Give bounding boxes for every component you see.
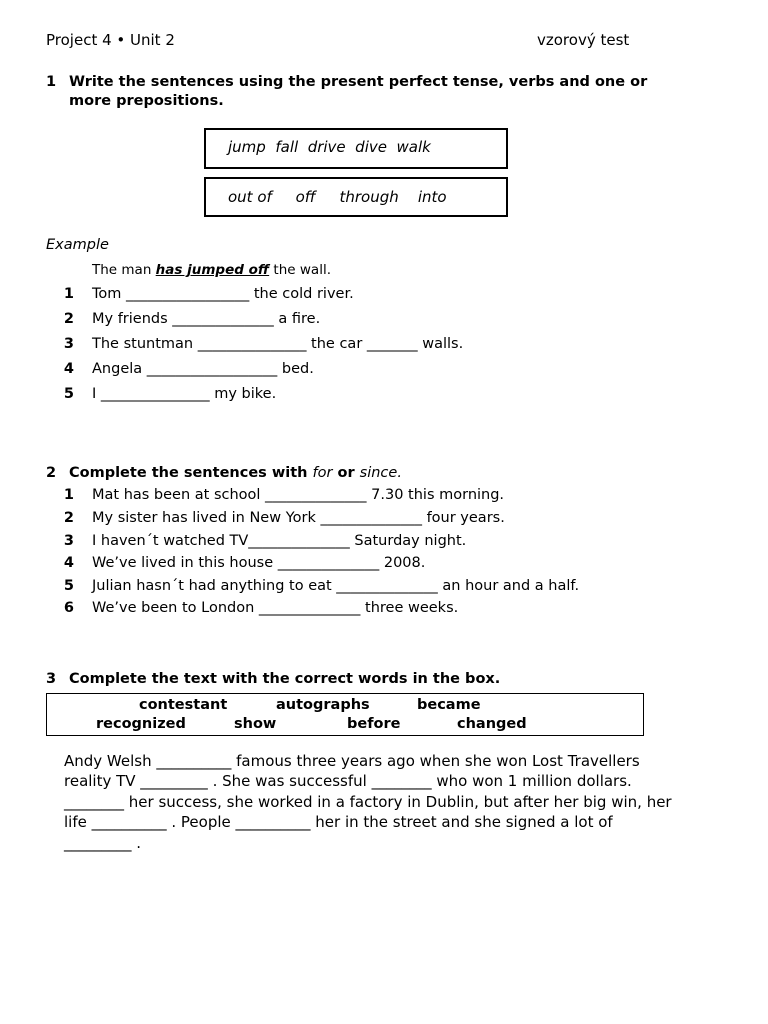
example-pre: The man (92, 262, 156, 278)
ex2-item-3-number: 3 (63, 533, 74, 549)
ex2-item-4-number: 4 (63, 555, 74, 571)
header-left: Project 4 • Unit 2 (46, 31, 175, 49)
word-box-item: contestant (139, 697, 228, 713)
ex3-text-line-4: life __________ . People __________ her in the street and she signed a lot of (64, 813, 613, 831)
word-box-item: autographs (276, 697, 370, 713)
ex1-item-3-number: 3 (63, 336, 74, 352)
ex2-item-5-text: Julian hasn´t had anything to eat ______________ an hour and a half. (92, 578, 580, 594)
ex1-item-5-number: 5 (63, 386, 74, 402)
ex1-item-2-number: 2 (63, 311, 74, 327)
ex2-item-3-text: I haven´t watched TV______________ Saturday night. (92, 533, 467, 549)
ex2-item-6-number: 6 (63, 600, 74, 616)
ex1-title-line1: Write the sentences using the present perfect tense, verbs and one or (69, 74, 648, 90)
word-box-item: before (347, 716, 401, 732)
ex3-number: 3 (46, 671, 57, 687)
example-post: the wall. (269, 262, 331, 278)
prepositions-box-text: out of off through into (228, 188, 447, 206)
ex3-text-line-2: reality TV _________ . She was successful ________ who won 1 million dollars. (64, 772, 632, 790)
ex2-title-or: or (332, 465, 360, 481)
ex1-title-line2: more prepositions. (69, 93, 224, 109)
word-box-item: became (417, 697, 481, 713)
ex2-item-4-text: We’ve lived in this house ______________ 2008. (92, 555, 426, 571)
ex1-item-4-number: 4 (63, 361, 74, 377)
example-sentence (92, 262, 331, 278)
ex2-item-1-text: Mat has been at school ______________ 7.30 this morning. (92, 487, 505, 503)
ex2-number: 2 (46, 465, 57, 481)
word-box-item: changed (457, 716, 527, 732)
ex1-item-4-text: Angela __________________ bed. (92, 361, 314, 377)
ex3-text-line-1: Andy Welsh __________ famous three years ago when she won Lost Travellers (64, 752, 640, 770)
ex1-item-3-text: The stuntman _______________ the car _______ walls. (92, 336, 464, 352)
example-label: Example (46, 237, 109, 253)
ex2-item-2-text: My sister has lived in New York ______________ four years. (92, 510, 505, 526)
ex1-item-1-text: Tom _________________ the cold river. (92, 286, 354, 302)
ex1-item-5-text: I _______________ my bike. (92, 386, 277, 402)
ex2-item-6-text: We’ve been to London ______________ three weeks. (92, 600, 459, 616)
ex3-text-line-5: _________ . (64, 834, 142, 852)
ex2-item-2-number: 2 (63, 510, 74, 526)
example-answer: has jumped off (155, 262, 270, 278)
ex3-title: Complete the text with the correct words in the box. (69, 671, 501, 687)
word-box-item: recognized (96, 716, 186, 732)
ex2-item-1-number: 1 (63, 487, 74, 503)
ex2-title-for: for (312, 465, 333, 481)
ex1-number: 1 (46, 74, 57, 90)
ex2-title (69, 465, 402, 481)
ex3-text-line-3: ________ her success, she worked in a factory in Dublin, but after her big win, her (64, 793, 672, 811)
ex1-item-1-number: 1 (63, 286, 74, 302)
ex1-item-2-text: My friends ______________ a fire. (92, 311, 321, 327)
word-box-item: show (234, 716, 277, 732)
verbs-box-text: jump fall drive dive walk (228, 138, 431, 156)
ex2-item-5-number: 5 (63, 578, 74, 594)
ex2-title-since: since. (359, 465, 402, 481)
ex2-title-pre: Complete the sentences with (69, 465, 313, 481)
header-right: vzorový test (537, 31, 630, 49)
